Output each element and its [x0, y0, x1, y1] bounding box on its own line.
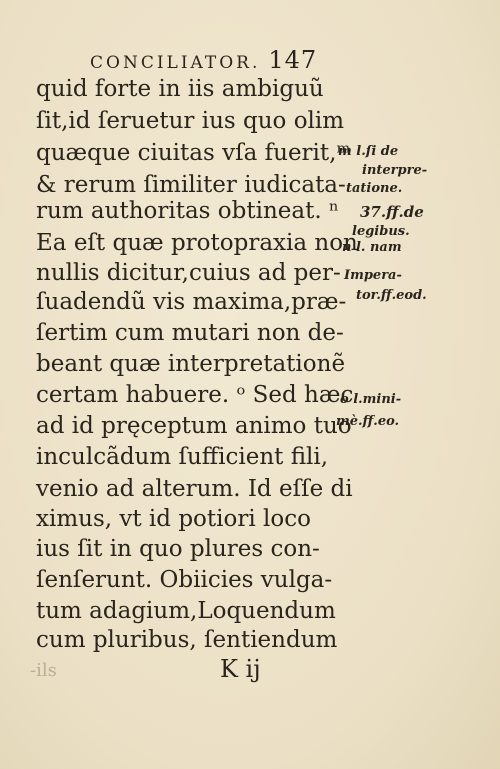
stray-mark: -ils [30, 660, 57, 681]
text-line: rum authoritas obtineat. ⁿ [36, 198, 339, 224]
text-line: inculcãdum ſufficient fili, [36, 444, 329, 470]
text-line: nullis dicitur,cuius ad per- [36, 260, 341, 286]
margin-note: legibus. [352, 224, 410, 239]
text-line: ad id pręceptum animo tuo [36, 413, 352, 439]
margin-note: m l.ſi de [338, 144, 399, 159]
running-title: CONCILIATOR. [90, 53, 261, 73]
running-head [90, 46, 317, 74]
text-line: Ea eſt quæ protopraxia non [36, 230, 358, 256]
text-line: tum adagium,Loquendum [36, 598, 336, 624]
text-line: & rerum ſimiliter iudicata- [36, 172, 346, 198]
margin-note: interpre- [362, 163, 428, 178]
text-line: certam habuere. ᵒ Sed hæc [36, 382, 354, 408]
text-line: ius ſit in quo plures con- [36, 536, 320, 562]
text-line: beant quæ interpretationẽ [36, 351, 346, 377]
margin-note: tor.ff.eod. [356, 288, 427, 303]
text-line: ſertim cum mutari non de- [36, 320, 344, 346]
text-line: ximus, vt id potiori loco [36, 506, 311, 532]
margin-note: 37.ff.de [360, 203, 424, 221]
text-line: ſuadendũ vis maxima,præ- [36, 289, 347, 315]
text-line: cum pluribus, ſentiendum [36, 627, 338, 653]
margin-note: mè.ff.eo. [336, 414, 400, 429]
text-line: ſit,id ſeruetur ius quo olim [36, 108, 345, 134]
text-line: quæque ciuitas vſa fuerit,ᵐ [36, 140, 351, 166]
margin-note: Impera- [344, 268, 402, 283]
signature-mark: K ij [220, 655, 261, 683]
margin-note: n l. nam [342, 240, 402, 255]
text-line: ſenſerunt. Obiicies vulga- [36, 567, 333, 593]
text-line: quid forte in iis ambiguũ [36, 76, 324, 102]
margin-note: o l.mini- [340, 392, 402, 407]
page-number: 147 [268, 46, 318, 74]
text-line: venio ad alterum. Id eſſe di [36, 476, 353, 502]
margin-note: tatione. [346, 181, 403, 196]
